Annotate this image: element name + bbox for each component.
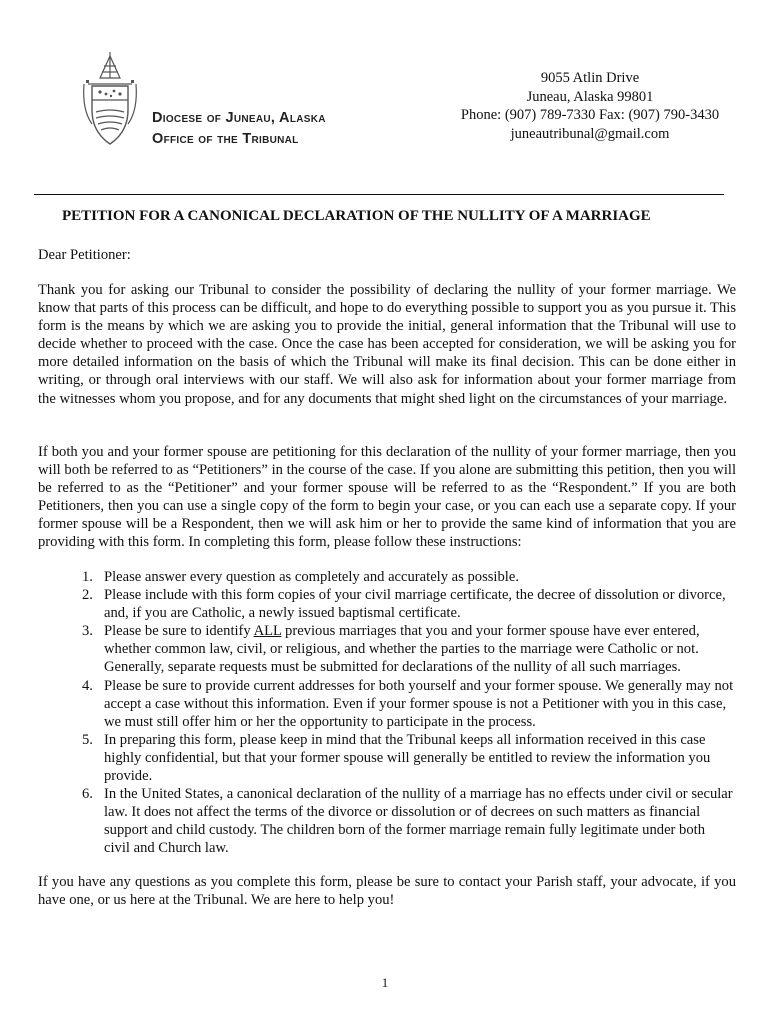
org-name-line1: Diocese of Juneau, Alaska — [152, 110, 326, 126]
instructions-list — [82, 568, 734, 858]
instruction-text: Please answer every question as completely and accurately as possible. — [104, 569, 519, 585]
instruction-text-pre: Please be sure to identify — [104, 623, 254, 640]
instruction-number: 5. — [82, 731, 93, 748]
contact-block — [440, 69, 740, 143]
instruction-number: 3. — [82, 623, 93, 640]
email-address: juneautribunal@gmail.com — [510, 125, 670, 142]
instruction-number: 4. — [82, 677, 93, 694]
instruction-text: Please include with this form copies of your civil marriage certificate, the decree of dissolution or divorce, and, if you are Catholic, a newly issued baptismal certificate. — [104, 587, 726, 622]
closing-paragraph: If you have any questions as you complete this form, please be sure to contact your Parish staff, your advocate, if you have one, or us here at the Tribunal. We are here to help you! — [38, 874, 736, 909]
address-street: 9055 Atlin Drive — [540, 70, 640, 86]
instruction-number: 6. — [82, 786, 93, 803]
header-divider — [34, 194, 724, 195]
organization-name — [152, 108, 326, 150]
instruction-text: Please be sure to provide current addresses for both yourself and your former spouse. We generally may not accept a case without this information. Even if your former spouse is not a Petitioner with you in this case, we must still offer him or her the opportunity to participate in the process. — [104, 677, 734, 730]
instruction-text: In the United States, a canonical declaration of the nullity of a marriage has no effects under civil or secular law. It does not affect the terms of the divorce or dissolution or of decrees on such matters as financial support and child custody. The children born of the former marriage remain fully legitimate under both civil and Church law. — [104, 786, 733, 857]
instruction-item — [82, 568, 734, 586]
instruction-item — [82, 622, 734, 676]
page-number: 1 — [381, 975, 389, 990]
instruction-text-post: previous marriages that you and your former spouse have ever entered, whether common law, civil, or religious, and whether the parties to the marriage were Catholic or not. Generally, separate requests must be submitted for declarations of the nullity of all such marriages. — [104, 623, 700, 676]
phone-fax: Phone: (907) 789-7330 Fax: (907) 790-3430 — [460, 107, 720, 123]
instruction-item — [82, 731, 734, 785]
instruction-item — [82, 677, 734, 731]
instruction-text: In preparing this form, please keep in mind that the Tribunal keeps all information received in this case highly confidential, but that your former spouse will generally be entitled to review the information you provide. — [104, 731, 711, 785]
intro-paragraph: Thank you for asking our Tribunal to consider the possibility of declaring the nullity of your former marriage. We know that parts of this process can be difficult, and hope to do everything possible to support you as you pursue it. This form is the means by which we are asking you to provide the initial, general information that the Tribunal will use to decide whether to proceed with the case. Once the case has been accepted for consideration, we will be asking you for more detailed information on the basis of which the Tribunal will make its final decision. This can be done either in writing, or through oral interviews with our staff. We will also ask for information about your former marriage from the witnesses whom you propose, and for any documents that might shed light on the circumstances of your marriage. — [38, 282, 736, 407]
instruction-item — [82, 785, 734, 857]
instruction-emphasis: ALL — [253, 623, 282, 640]
instruction-item — [82, 586, 734, 622]
document-title: PETITION FOR A CANONICAL DECLARATION OF THE NULLITY OF A MARRIAGE — [62, 208, 651, 224]
address-city: Juneau, Alaska 99801 — [526, 88, 654, 105]
petitioners-paragraph: If both you and your former spouse are petitioning for this declaration of the nullity of your former marriage, then you will both be referred to as “Petitioners” in the course of the case. If you alone are submitting this petition, then you will be referred to as the “Petitioner” and your former spouse will be referred to as the “Respondent.” If you are both Petitioners, then you can use a single copy of the form to begin your case, or you can each use a separate copy. If your former spouse will be a Respondent, then we will ask him or her to provide the same kind of information that you are providing with this form. In completing this form, please follow these instructions: — [38, 444, 736, 551]
diocese-seal-logo — [78, 50, 142, 150]
instruction-number: 2. — [82, 587, 93, 604]
instruction-number: 1. — [82, 569, 93, 585]
org-name-line2: Office of the Tribunal — [152, 131, 299, 147]
salutation: Dear Petitioner: — [38, 247, 131, 263]
